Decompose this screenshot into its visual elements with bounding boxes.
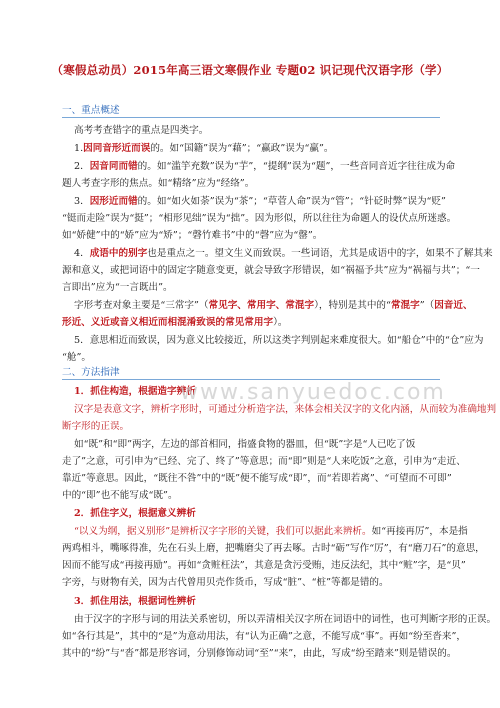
line-text: 的。如“如火如荼”误为“茶”；“草菅人命”误为“管”；“针砭时弊”误为“贬” xyxy=(137,196,446,207)
method-heading: 2．抓住字义，根据意义辨析 xyxy=(74,508,196,519)
paragraph-line: 源和意义，或把词语中的固定字随意变更，就会导致字形错误，如“祸福予共”应为“祸福与共”；“一 xyxy=(62,265,480,276)
paragraph-line: “舱”。 xyxy=(62,352,91,363)
highlight-text: 因形近而错 xyxy=(89,196,138,207)
paragraph-line: 中的“即”也不能写成“既”。 xyxy=(62,490,178,501)
highlight-text: 常混字 xyxy=(390,300,420,311)
line-text: ”（ xyxy=(419,300,435,311)
paragraph-line: 汉字是表意文字，辨析字形时，可通过分析造字法，来体会相关汉字的文化内涵，从而较为准确地判 xyxy=(74,404,497,415)
paragraph-line: 断字形的正误。 xyxy=(62,421,130,432)
highlight-text: 常见字、常用字、常混字 xyxy=(208,300,315,311)
paragraph-line xyxy=(74,160,455,173)
paragraph-line: 题人考查字形的焦点。如“精络”应为“经络”。 xyxy=(62,178,255,189)
highlight-text: 因同音形近而误 xyxy=(83,143,151,154)
paragraph-line: 由于汉字的字形与词的用法关系密切，所以弄清相关汉字所在词语中的词性，也可判断字形的正误。 xyxy=(74,614,497,625)
paragraph-line xyxy=(74,525,468,538)
line-text: ）。 xyxy=(273,317,288,328)
paragraph-line: 言即出”应为“一言既出”。 xyxy=(62,282,173,293)
paragraph-line: 如“娇健”中的“娇”应为“矫”；“磬竹难书”中的“磬”应为“罄”。 xyxy=(62,230,323,241)
section-heading-methods: 二、方法指津 xyxy=(62,367,120,378)
item-number: 3． xyxy=(74,196,90,207)
paragraph-line: 其中的“纷”与“沓”都是形容词，分别修饰动词“至”“来”，由此，写成“纷至踏来”则是错误的。 xyxy=(62,648,457,659)
highlight-text: 成语中的别字 xyxy=(89,248,148,259)
paragraph-line: 走了”之意，可引申为“已经、完了、终了”等意思；而“即”则是“人来吃饭”之意，引申为“走近、 xyxy=(62,456,466,467)
line-text: 也是重点之一。望文生义而致误。一些词语，尤其是成语中的字，如果不了解其来 xyxy=(147,248,493,259)
item-number: 2． xyxy=(74,161,90,172)
line-text: 字形考查对象主要是“三常字”（ xyxy=(74,300,209,311)
highlight-text: 形近、义近或音义相近而相混淆致误的常见常用字 xyxy=(62,317,274,328)
highlight-text: “以义为纲，据义别形”是辨析汉字字形的关键，我们可以据此来辨析。 xyxy=(74,526,372,537)
watermark: www.sanyuedoc.com xyxy=(180,380,446,405)
item-number: 1. xyxy=(74,143,84,154)
paragraph-line: “铤而走险”误为“挺”；“相形见绌”误为“拙”。因为形似，所以往往为命题人的设伏点所迷惑。 xyxy=(62,213,457,224)
section-heading-overview: 一、重点概述 xyxy=(62,105,120,116)
line-text: 的。如“国籍”误为“藉”；“赢政”误为“赢”。 xyxy=(150,143,334,154)
highlight-text: 因音同而错 xyxy=(89,161,138,172)
line-text: 的。如“滥竽充数”误为“芋”，“提纲”误为“题”，一些音同音近字往往成为命 xyxy=(137,161,456,172)
method-heading: 3．抓住用法，根据词性辨析 xyxy=(74,596,196,607)
paragraph-line: 两鸡相斗，嘴啄得准，先在石头上磨，把嘴磨尖了再去啄。古时“砺”写作“厉”，有“磨刀石”的意思， xyxy=(62,543,485,554)
paragraph-line xyxy=(74,299,473,312)
line-text: 如“再接再厉”，本是指 xyxy=(371,526,468,537)
paragraph-line xyxy=(74,247,493,260)
paragraph-line xyxy=(74,142,333,155)
item-number: 4． xyxy=(74,248,90,259)
paragraph-line xyxy=(62,316,287,329)
paragraph-line: 靠近”等意思。因此，“既往不咎”中的“既”便不能写成“即”，而“若即若离”、“可望而不可即” xyxy=(62,473,452,484)
highlight-text: 因音近、 xyxy=(434,300,473,311)
paragraph-line: 高考考查错字的重点是四类字。 xyxy=(74,125,209,136)
paragraph-line xyxy=(74,195,446,208)
line-text: ），特别是其中的“ xyxy=(314,300,391,311)
method-heading: 1．抓住构造，根据造字辨析 xyxy=(74,386,196,397)
paragraph-line: 5．意思相近而致误，因为意义比较接近，所以这类字判别起来难度很大。如“船仓”中的“仓”应为 xyxy=(74,335,484,346)
paragraph-line: 字旁，与财物有关，因为古代曾用贝壳作货币，写成“脏”、“桩”等都是错的。 xyxy=(62,577,389,588)
paragraph-line: 因而不能写成“再接再励”。再如“贪赃枉法”，其意是贪污受贿，违反法纪，其中“赃”字，是“贝” xyxy=(62,560,466,571)
document-title: （寒假总动员）2015年高三语文寒假作业 专题02 识记现代汉语字形（学） xyxy=(51,63,449,77)
paragraph-line: 如“各行其是”，其中的“是”为意动用法，有“认为正确”之意，不能写成“事”。再如“纷至沓来”， xyxy=(62,631,467,642)
paragraph-line: 如“既”和“即”两字，左边的部首相同，指盛食物的器皿，但“既”字是“人已吃了饭 xyxy=(74,439,416,450)
section-divider xyxy=(62,117,440,118)
